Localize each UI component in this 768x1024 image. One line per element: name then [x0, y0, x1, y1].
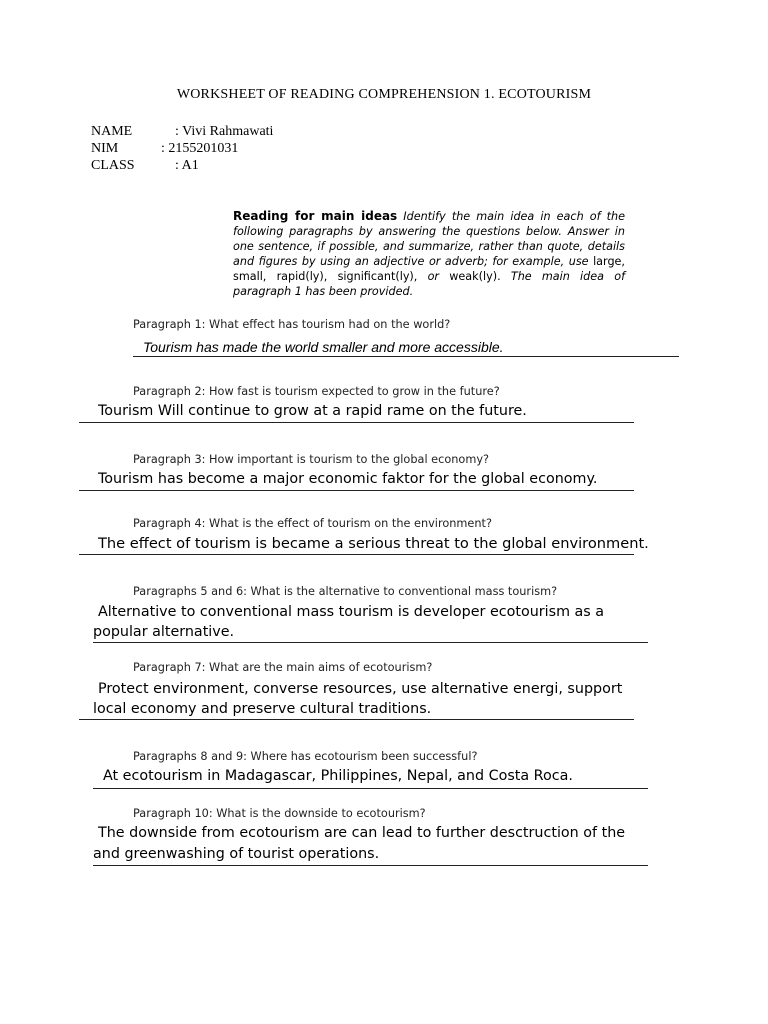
class-label: CLASS	[91, 158, 135, 173]
question-label: Paragraph 3:	[133, 453, 206, 466]
answer-line	[93, 788, 648, 789]
instructions-text: Identify the main idea in each of the following paragraphs by answering the questions below. Answer in one sentence, if possible, and summarize, rather than quote, details and figures by using an adjective or adverb; for example, use	[233, 210, 625, 268]
answer-line	[79, 422, 634, 423]
question-prompt: What is the alternative to conventional mass tourism?	[246, 585, 558, 598]
question-prompt: What effect has tourism had on the world?	[205, 318, 451, 331]
instructions-heading: Reading for main ideas	[233, 209, 398, 223]
question-prompt: Where has ecotourism been successful?	[246, 750, 478, 763]
answer-text: local economy and preserve cultural traditions.	[93, 701, 432, 717]
answer-text: Protect environment, converse resources, use alternative energi, support	[98, 681, 623, 697]
answer-line	[79, 719, 634, 720]
question-label: Paragraph 4:	[133, 517, 206, 530]
name-label: NAME	[91, 124, 133, 139]
answer-line	[79, 554, 634, 555]
worksheet-title: WORKSHEET OF READING COMPREHENSION 1. ECOTOURISM	[176, 87, 592, 102]
question-prompt: How important is tourism to the global economy?	[205, 453, 490, 466]
question-prompt: What is the downside to ecotourism?	[212, 807, 426, 820]
question-label: Paragraph 1:	[133, 318, 206, 331]
answer-text: Tourism has made the world smaller and more accessible.	[143, 339, 504, 355]
class-value: : A1	[175, 158, 199, 173]
question-text	[133, 453, 489, 466]
answer-text: At ecotourism in Madagascar, Philippines, Nepal, and Costa Roca.	[103, 768, 573, 784]
instructions-examples: large, small, rapid(ly), significant(ly),	[233, 255, 625, 283]
instructions	[233, 209, 625, 299]
name-value: : Vivi Rahmawati	[175, 124, 274, 139]
question-prompt: How fast is tourism expected to grow in the future?	[205, 385, 500, 398]
answer-line	[133, 356, 679, 357]
question-label: Paragraph 10:	[133, 807, 213, 820]
question-label: Paragraphs 5 and 6:	[133, 585, 247, 598]
question-prompt: What is the effect of tourism on the environment?	[205, 517, 492, 530]
nim-label: NIM	[91, 141, 119, 156]
question-text	[133, 318, 450, 331]
question-text	[133, 385, 500, 398]
question-label: Paragraphs 8 and 9:	[133, 750, 247, 763]
question-text	[133, 517, 492, 530]
question-prompt: What are the main aims of ecotourism?	[205, 661, 433, 674]
answer-text: popular alternative.	[93, 624, 235, 640]
answer-text: The effect of tourism is became a serious threat to the global environment.	[98, 535, 649, 552]
answer-text: and greenwashing of tourist operations.	[93, 846, 380, 862]
instructions-example-last: weak(ly).	[449, 270, 501, 283]
instructions-end: The main idea of paragraph 1 has been provided.	[233, 270, 626, 298]
answer-text: Tourism Will continue to grow at a rapid rame on the future.	[98, 403, 527, 419]
answer-text: Alternative to conventional mass tourism is developer ecotourism as a	[98, 604, 605, 620]
answer-line	[93, 642, 648, 643]
question-text	[133, 807, 426, 820]
answer-text: Tourism has become a major economic faktor for the global economy.	[98, 471, 598, 487]
answer-line	[79, 490, 634, 491]
question-text	[133, 585, 557, 598]
answer-text: The downside from ecotourism are can lead to further desctruction of the	[98, 825, 626, 841]
answer-line	[93, 865, 648, 866]
question-label: Paragraph 2:	[133, 385, 206, 398]
question-text	[133, 750, 477, 763]
instructions-or: or	[417, 270, 450, 283]
nim-value: : 2155201031	[161, 141, 239, 156]
question-text	[133, 661, 432, 674]
question-label: Paragraph 7:	[133, 661, 206, 674]
